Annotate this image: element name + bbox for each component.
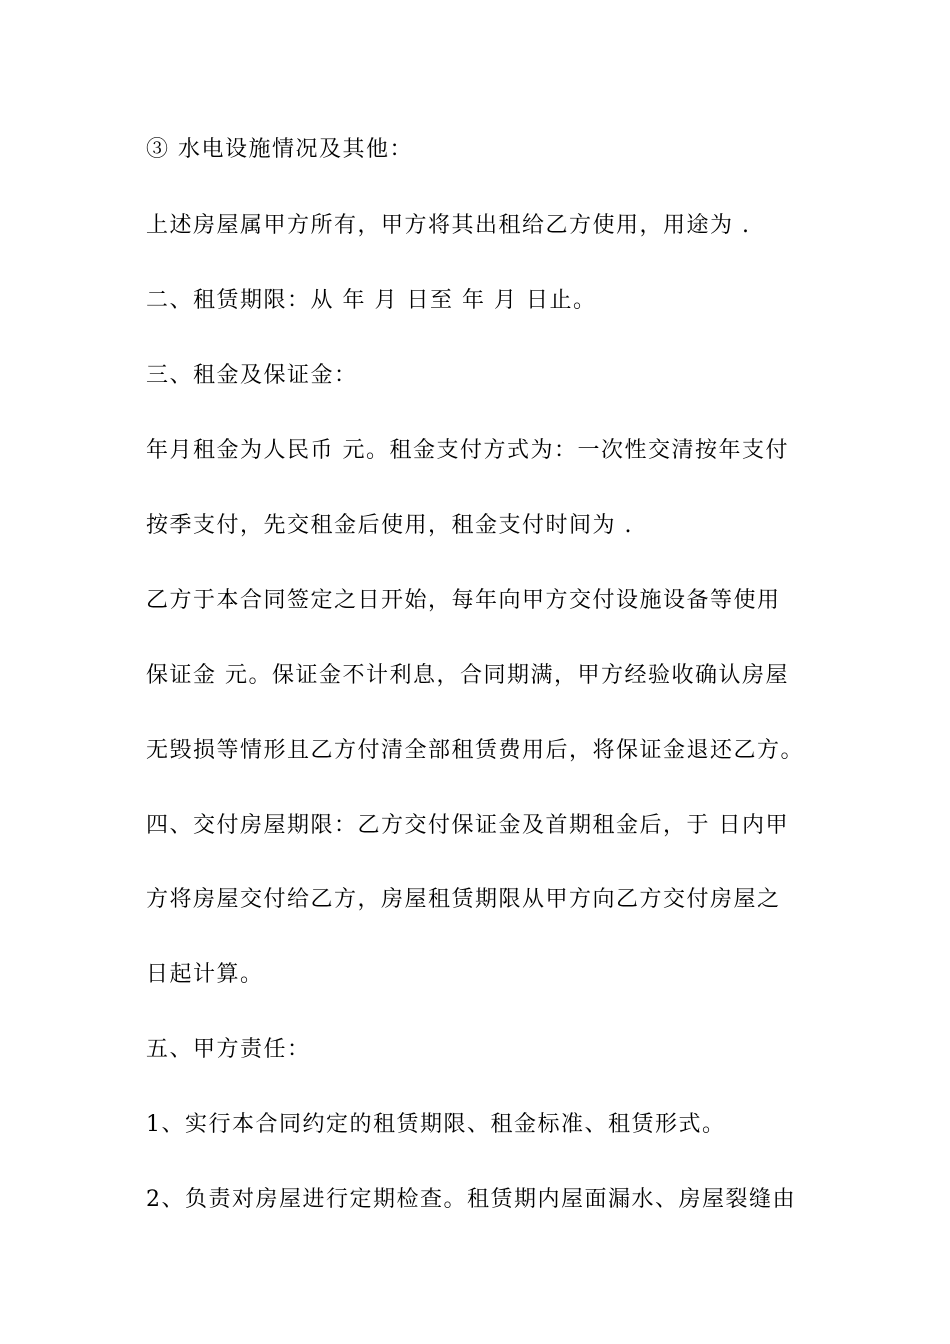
section-heading: 三、租金及保证金： (146, 363, 358, 388)
section-heading: 五、甲方责任： (146, 1037, 311, 1062)
text-line: 方将房屋交付给乙方，房屋租赁期限从甲方向乙方交付房屋之 (146, 887, 781, 912)
text-line: 按季支付，先交租金后使用，租金支付时间为 . (146, 513, 633, 538)
text-line: 2、负责对房屋进行定期检查。租赁期内屋面漏水、房屋裂缝由 (146, 1187, 796, 1212)
text-line: 二、租赁期限：从 年 月 日至 年 月 日止。 (146, 288, 597, 313)
text-line: 四、交付房屋期限：乙方交付保证金及首期租金后，于 日内甲 (146, 813, 789, 838)
text-line: 日起计算。 (146, 962, 264, 987)
text-line: 年月租金为人民币 元。租金支付方式为：一次性交清按年支付 (146, 438, 789, 463)
text-line: ③ 水电设施情况及其他： (146, 137, 413, 162)
text-line: 保证金 元。保证金不计利息，合同期满，甲方经验收确认房屋 (146, 663, 789, 688)
text-line: 1、实行本合同约定的租赁期限、租金标准、租赁形式。 (146, 1112, 726, 1137)
text-line: 无毁损等情形且乙方付清全部租赁费用后，将保证金退还乙方。 (146, 738, 805, 763)
text-line: 上述房屋属甲方所有，甲方将其出租给乙方使用，用途为 . (146, 213, 751, 238)
text-line: 乙方于本合同签定之日开始，每年向甲方交付设施设备等使用 (146, 588, 781, 613)
